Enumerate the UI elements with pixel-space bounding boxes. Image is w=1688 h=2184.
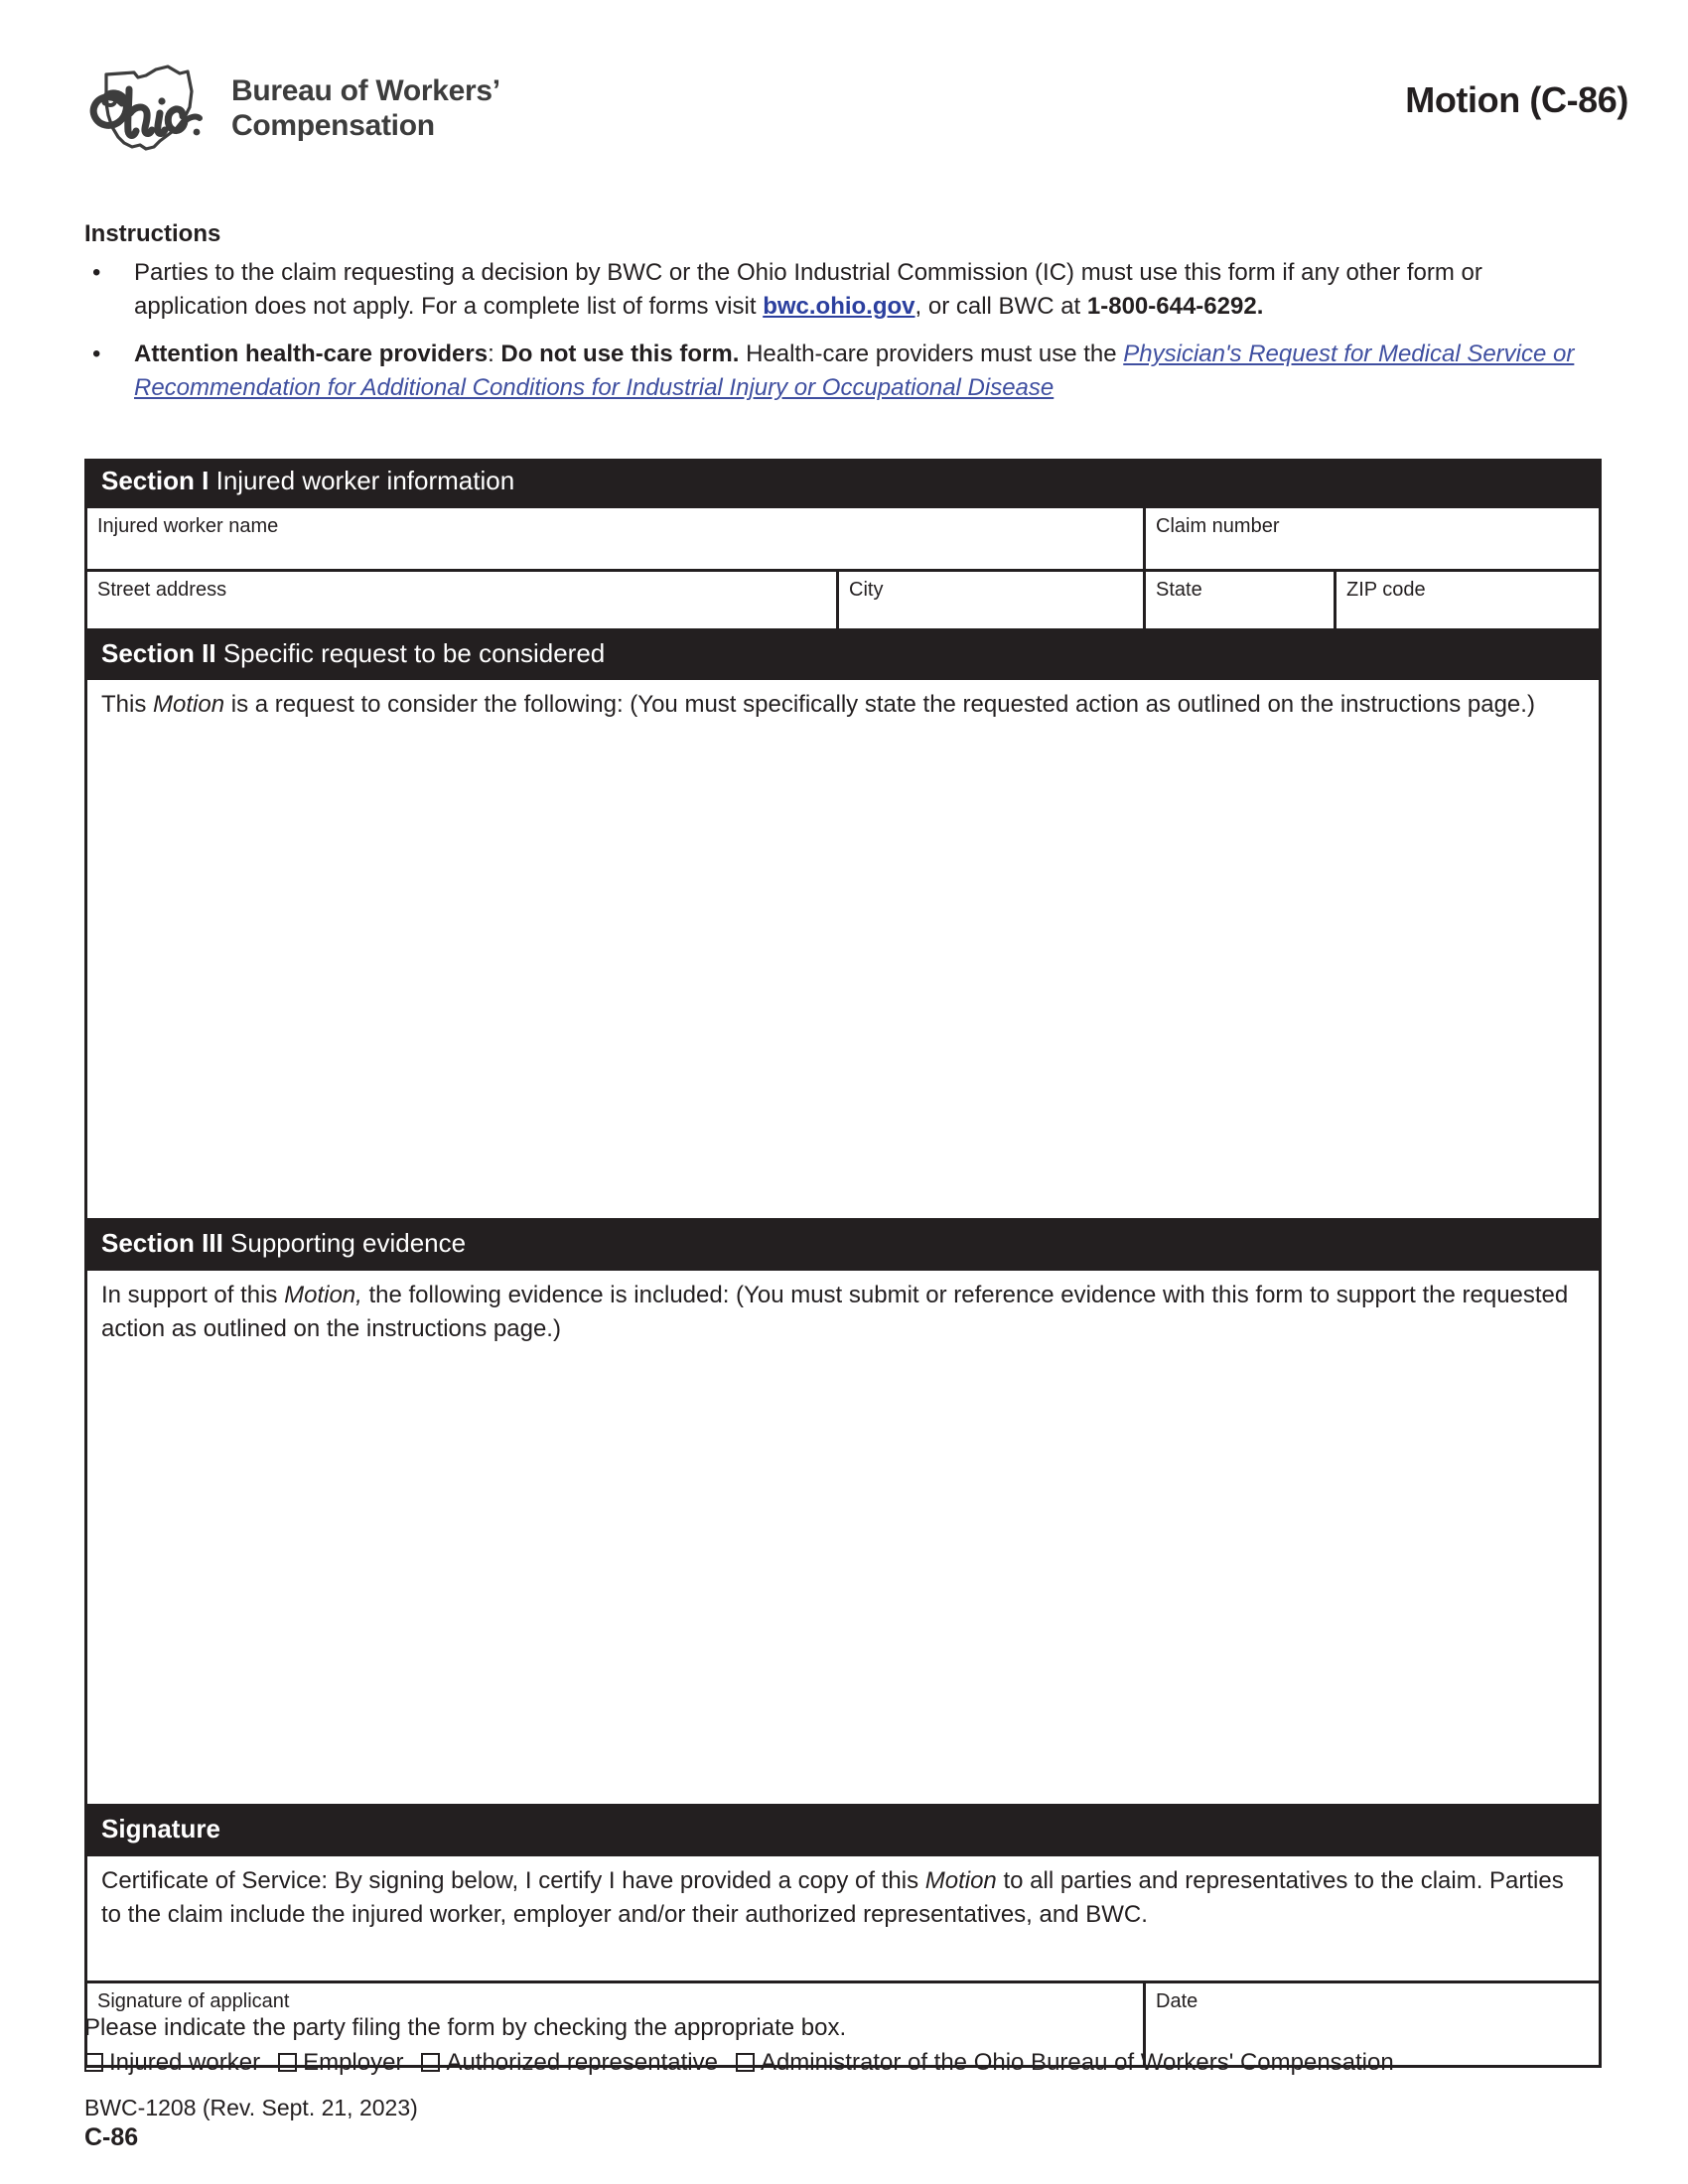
instruction-bullet-2-text	[134, 338, 1602, 405]
bullet2-text-a: :	[488, 341, 501, 368]
checkbox-administrator-label: Administrator of the Ohio Bureau of Workers' Compensation	[760, 2048, 1394, 2076]
section-ii-textarea[interactable]	[87, 677, 1599, 1218]
section-ii-label: Section II	[101, 637, 216, 668]
checkbox-icon[interactable]	[736, 2053, 755, 2072]
section-i-label: Section I	[101, 466, 210, 495]
checkbox-employer[interactable]	[278, 2049, 403, 2076]
section-i-row-address	[87, 569, 1599, 628]
claim-number-label: Claim number	[1156, 514, 1280, 537]
instructions-block	[84, 220, 1602, 419]
agency-branding	[84, 62, 500, 153]
section-iii-label: Section III	[101, 1228, 223, 1259]
zip-code-field[interactable]	[1334, 572, 1599, 628]
bullet1-text-b: , or call BWC at	[914, 293, 1087, 321]
date-label: Date	[1156, 1989, 1198, 2012]
instruction-bullet-1	[84, 256, 1602, 324]
bullet2-bold-mid: Do not use this form.	[500, 341, 740, 368]
section-i-title: Injured worker information	[215, 466, 515, 495]
section-ii-prompt	[101, 688, 1585, 722]
bwc-phone-number: 1-800-644-6292.	[1086, 293, 1264, 321]
section-iii-prompt-b: the following evidence is included: (You must submit or reference evidence with this form to support the requested action as outlined on the instructions page.)	[101, 1282, 1569, 1343]
checkbox-employer-label: Employer	[303, 2048, 404, 2076]
city-label: City	[849, 578, 884, 601]
instruction-bullet-2	[84, 338, 1602, 405]
instruction-bullet-1-text	[134, 256, 1602, 324]
street-address-label: Street address	[97, 578, 227, 601]
section-iii-prompt-italic: Motion,	[284, 1282, 362, 1309]
signature-of-applicant-label: Signature of applicant	[97, 1989, 290, 2012]
ohio-bwc-logo-icon	[84, 62, 213, 153]
certificate-text-a: Certificate of Service: By signing below, I certify I have provided a copy of this	[101, 1866, 925, 1894]
certificate-of-service-block	[87, 1853, 1599, 1980]
filing-party-checkbox-group	[84, 2046, 1614, 2081]
checkbox-icon[interactable]	[421, 2053, 440, 2072]
checkbox-injured-worker[interactable]	[84, 2049, 260, 2076]
section-iii-textarea[interactable]	[87, 1268, 1599, 1804]
section-ii-title: Specific request to be considered	[222, 637, 606, 668]
filing-party-instruction: Please indicate the party filing the form by checking the appropriate box.	[84, 2014, 847, 2041]
section-i-row-name	[87, 505, 1599, 569]
section-ii-prompt-b: is a request to consider the following: (You must specifically state the requested action as outlined on the instructions page.)	[224, 691, 1535, 719]
state-label: State	[1156, 578, 1202, 601]
bullet2-bold-lead: Attention health-care providers	[134, 341, 489, 368]
physicians-request-form-link[interactable]: Physician's Request for Medical Service or Recommendation for Additional Conditions for Industrial Injury or Occupational Disease	[134, 341, 1575, 402]
claim-number-field[interactable]	[1143, 508, 1599, 569]
page-footer	[84, 2011, 1614, 2152]
instructions-heading: Instructions	[84, 220, 221, 247]
section-iii-prompt	[101, 1279, 1585, 1346]
street-address-field[interactable]	[87, 572, 836, 628]
signature-section-title: Signature	[101, 1814, 220, 1844]
checkbox-authorized-representative-label: Authorized representative	[446, 2048, 718, 2076]
section-ii-prompt-italic: Motion	[153, 691, 225, 719]
form-title: Motion (C-86)	[1405, 79, 1628, 120]
agency-name	[231, 62, 500, 144]
bwc-website-link[interactable]: bwc.ohio.gov	[763, 293, 915, 321]
zip-code-label: ZIP code	[1346, 578, 1426, 601]
bullet-marker-icon: •	[92, 341, 101, 368]
certificate-of-service-text	[101, 1864, 1585, 1932]
form-code: C-86	[84, 2122, 139, 2151]
section-i-header	[87, 459, 1599, 505]
form-table	[84, 459, 1602, 2068]
state-field[interactable]	[1143, 572, 1334, 628]
checkbox-authorized-representative[interactable]	[421, 2049, 718, 2076]
injured-worker-name-field[interactable]	[87, 508, 1143, 569]
page-header	[84, 62, 1628, 171]
city-field[interactable]	[836, 572, 1143, 628]
certificate-text-b: to all parties and representatives to the claim. Parties to the claim include the injured worker, employer and/or their authorized representatives, and BWC.	[101, 1866, 1564, 1928]
signature-section-header	[87, 1804, 1599, 1853]
form-revision-text: BWC-1208 (Rev. Sept. 21, 2023)	[84, 2094, 418, 2120]
section-iii-header	[87, 1218, 1599, 1268]
bullet1-text-a: Parties to the claim requesting a decision by BWC or the Ohio Industrial Commission (IC) must use this form if any other form or application does not apply. For a complete list of forms visit	[134, 259, 1482, 321]
checkbox-injured-worker-label: Injured worker	[109, 2048, 261, 2076]
injured-worker-name-label: Injured worker name	[97, 514, 279, 537]
certificate-text-italic: Motion	[924, 1866, 997, 1894]
section-iii-prompt-a: In support of this	[101, 1282, 285, 1309]
section-ii-header	[87, 628, 1599, 678]
agency-name-line1: Bureau of Workers’	[231, 74, 500, 107]
checkbox-icon[interactable]	[278, 2053, 297, 2072]
agency-name-line2: Compensation	[231, 109, 435, 143]
checkbox-icon[interactable]	[84, 2053, 103, 2072]
bullet2-text-b: Health-care providers must use the	[739, 341, 1124, 368]
checkbox-administrator[interactable]	[736, 2049, 1394, 2076]
section-ii-prompt-a: This	[101, 691, 154, 719]
bullet-marker-icon: •	[92, 259, 101, 286]
section-iii-title: Supporting evidence	[230, 1228, 467, 1259]
